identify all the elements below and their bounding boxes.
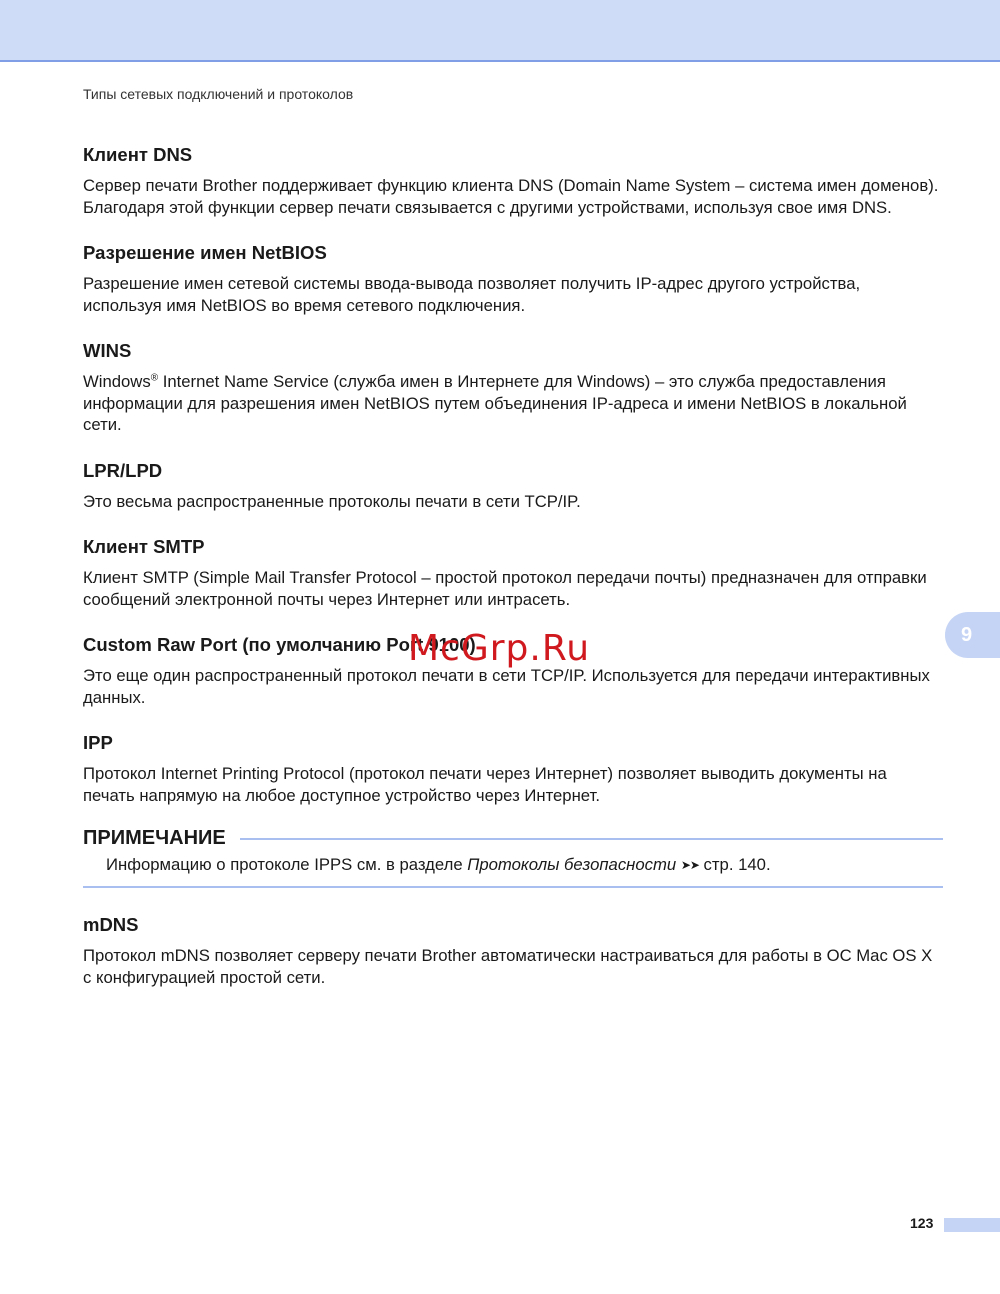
- section-netbios: [83, 242, 943, 316]
- section-lpr-lpd: [83, 460, 943, 513]
- section-smtp-client: [83, 536, 943, 610]
- section-body: Протокол mDNS позволяет серверу печати Brother автоматически настраиваться для работы в ОС Mac OS X с конфигурацией простой сети.: [83, 946, 933, 987]
- section-mdns: [83, 914, 943, 988]
- section-title: Клиент SMTP: [83, 536, 205, 557]
- running-header: Типы сетевых подключений и протоколов: [83, 86, 354, 102]
- section-title: Клиент DNS: [83, 144, 193, 165]
- section-body: Клиент SMTP (Simple Mail Transfer Protocol – простой протокол передачи почты) предназначен для отправки сообщений электронной почты через Интернет или интрасеть.: [83, 568, 927, 609]
- wins-body-text: Internet Name Service (служба имен в Интернете для Windows) – это служба предоставления информации для разрешения имен NetBIOS путем объединения IP-адреса и имени NetBIOS в локальной сети.: [83, 372, 907, 434]
- note-header: [83, 826, 943, 850]
- section-title: Разрешение имен NetBIOS: [83, 242, 327, 263]
- security-protocols-link[interactable]: Протоколы безопасности: [467, 855, 677, 874]
- section-dns-client: [83, 144, 943, 218]
- section-title: LPR/LPD: [83, 459, 163, 481]
- page-number: 123: [910, 1215, 934, 1231]
- note-divider: [240, 838, 943, 840]
- section-ipp: [83, 732, 943, 806]
- note-bottom-rule: [83, 886, 943, 888]
- double-arrow-icon: ➤➤: [680, 858, 699, 872]
- note-text: Информацию о протоколе IPPS см. в разделе: [106, 855, 468, 874]
- page-content: [83, 144, 943, 1012]
- section-wins: [83, 340, 943, 436]
- section-body: Разрешение имен сетевой системы ввода-вывода позволяет получить IP-адрес другого устройства, используя имя NetBIOS во время сетевого подключения.: [83, 274, 861, 315]
- section-title: WINS: [83, 340, 132, 361]
- section-title: mDNS: [83, 914, 139, 935]
- section-body: Это весьма распространенные протоколы печати в сети TCP/IP.: [83, 491, 581, 511]
- note-body: [106, 854, 943, 876]
- section-title: Custom Raw Port (по умолчанию Port 9100): [83, 634, 476, 655]
- section-body: Протокол Internet Printing Protocol (протокол печати через Интернет) позволяет выводить документы на печать напрямую на любое доступное устройство через Интернет.: [83, 764, 887, 805]
- section-body: Сервер печати Brother поддерживает функцию клиента DNS (Domain Name System – система имен доменов). Благодаря этой функции сервер печати связывается с другими устройствами, используя свое имя DNS.: [83, 176, 939, 217]
- note-page-ref: стр. 140.: [698, 855, 771, 874]
- top-header-band: [0, 0, 1000, 62]
- wins-body-prefix: Windows: [83, 372, 151, 391]
- watermark: McGrp.Ru: [408, 628, 591, 669]
- note-title: ПРИМЕЧАНИЕ: [83, 827, 226, 849]
- note-box: [83, 826, 943, 888]
- section-body: [83, 371, 943, 436]
- chapter-tab: [945, 612, 1000, 658]
- section-title: IPP: [83, 732, 113, 753]
- page-number-tab: [944, 1218, 1000, 1232]
- chapter-number: 9: [961, 623, 973, 646]
- registered-mark: ®: [150, 372, 159, 384]
- section-body: Это еще один распространенный протокол печати в сети TCP/IP. Используется для передачи интерактивных данных.: [83, 666, 930, 707]
